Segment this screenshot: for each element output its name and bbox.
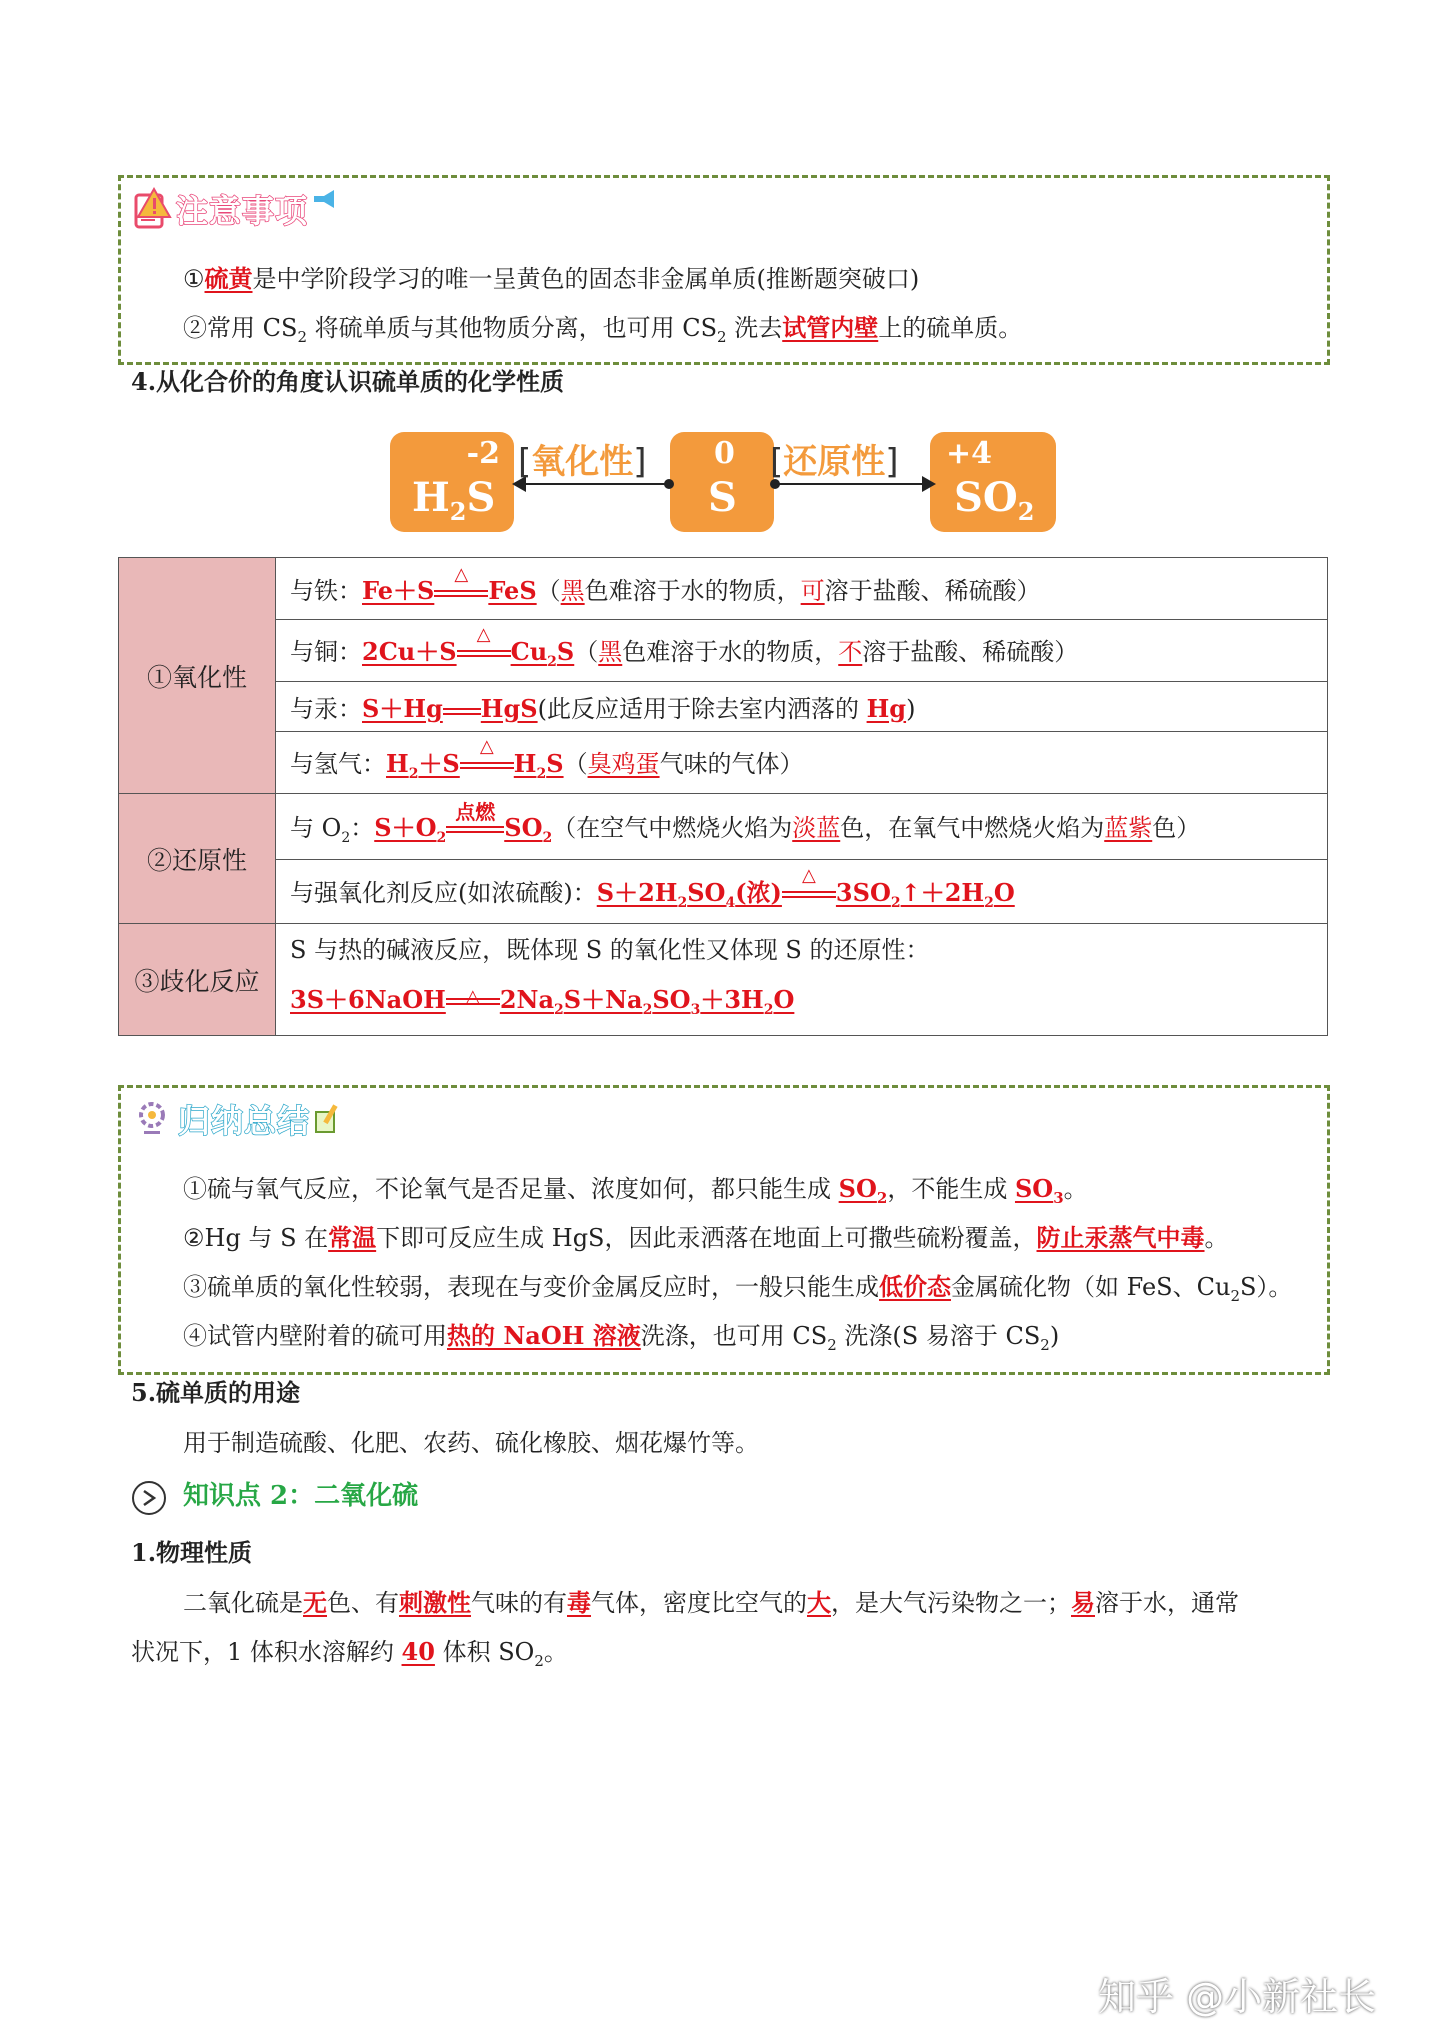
clipboard-warning-icon <box>132 187 172 231</box>
table-row-concentrated-acid: 与强氧化剂反应(如浓硫酸)：$S+2H_2SO_4$(浓) △ $3SO_2↑+2H_2O$ <box>276 860 1328 924</box>
table-row-copper: 与铜：2Cu＋S △ $Cu_2S$（黑色难溶于水的物质，不溶于盐酸、稀硫酸） <box>276 620 1328 682</box>
summary-line-4: ④试管内壁附着的硫可用热的 NaOH 溶液洗涤，也可用 $CS_2$ 洗涤(S 易溶于 $CS_2$) <box>183 1321 1060 1354</box>
valence-box-s: 0 S <box>670 432 774 532</box>
arrow-to-h2s <box>520 483 670 485</box>
section-5-body: 用于制造硫酸、化肥、农药、硫化橡胶、烟花爆竹等。 <box>183 1429 759 1457</box>
chevron-circle-icon <box>132 1481 166 1515</box>
category-oxidizing: ①氧化性 <box>119 558 276 794</box>
reducing-label: [还原性] <box>770 442 899 482</box>
summary-title: 归纳总结 <box>178 1102 311 1140</box>
arrow-to-so2 <box>776 483 926 485</box>
megaphone-icon <box>312 188 338 212</box>
watermark: 知乎 @小新社长 <box>1098 1975 1377 2019</box>
physical-properties-heading: 1.物理性质 <box>131 1538 253 1567</box>
arrow-dot-left <box>664 479 674 489</box>
notice-line-1: ①硫黄是中学阶段学习的唯一呈黄色的固态非金属单质(推断题突破口) <box>183 264 920 293</box>
notice-line-2: ②常用 $CS_2$ 将硫单质与其他物质分离，也可用 $CS_2$ 洗去试管内壁上的硫单质。 <box>183 313 1023 346</box>
valence-box-so2: +4 $SO_2$ <box>930 432 1056 532</box>
physical-line-1: 二氧化硫是无色、有刺激性气味的有毒气体，密度比空气的大，是大气污染物之一；易溶于水，通常 <box>183 1588 1239 1617</box>
valence-box-h2s: -2 $H_2S$ <box>390 432 514 532</box>
notice-badge <box>132 186 338 232</box>
summary-line-3: ③硫单质的氧化性较弱，表现在与变价金属反应时，一般只能生成低价态金属硫化物（如 FeS、$Cu_2S$）。 <box>183 1272 1293 1305</box>
notice-title: 注意事项 <box>176 192 309 230</box>
table-row-oxygen: 与 $O_2$：$S+O_2$ 点燃 $SO_2$（在空气中燃烧火焰为淡蓝色，在氧气中燃烧火焰为蓝紫色） <box>276 794 1328 860</box>
gear-bulb-icon <box>134 1097 174 1141</box>
sulfur-properties-table <box>118 557 1328 1036</box>
physical-line-2: 状况下，1 体积水溶解约 40 体积 $SO_2$。 <box>131 1637 568 1670</box>
pencil-notepad-icon <box>314 1104 340 1134</box>
section-5-heading: 5.硫单质的用途 <box>131 1378 301 1407</box>
table-row-hydrogen: 与氢气：$H_2+S$ △ $H_2S$（臭鸡蛋气味的气体） <box>276 732 1328 794</box>
table-row-mercury: 与汞：S＋Hg HgS(此反应适用于除去室内洒落的 Hg) <box>276 682 1328 732</box>
summary-line-2: ②Hg 与 S 在常温下即可反应生成 HgS，因此汞洒落在地面上可撒些硫粉覆盖，防止汞蒸气中毒。 <box>183 1223 1229 1252</box>
summary-line-1: ①硫与氧气反应，不论氧气是否足量、浓度如何，都只能生成 $SO_2$，不能生成 $SO_3$。 <box>183 1174 1088 1207</box>
category-disproportionation: ③歧化反应 <box>119 924 276 1036</box>
arrowhead-right-icon <box>922 476 936 492</box>
knowledge-point-2-heading: 知识点 2：二氧化硫 <box>183 1481 419 1511</box>
section-4-heading: 4.从化合价的角度认识硫单质的化学性质 <box>131 367 565 396</box>
summary-badge <box>134 1096 340 1142</box>
oxidizing-label: [氧化性] <box>518 442 647 482</box>
table-row-disproportionation: S 与热的碱液反应，既体现 S 的氧化性又体现 S 的还原性： 3S＋6NaOH △ $2Na_2S+Na_2SO_3+3H_2O$ <box>276 924 1328 1036</box>
category-reducing: ②还原性 <box>119 794 276 924</box>
table-row-iron: 与铁：Fe＋S △ FeS（黑色难溶于水的物质，可溶于盐酸、稀硫酸） <box>276 558 1328 620</box>
